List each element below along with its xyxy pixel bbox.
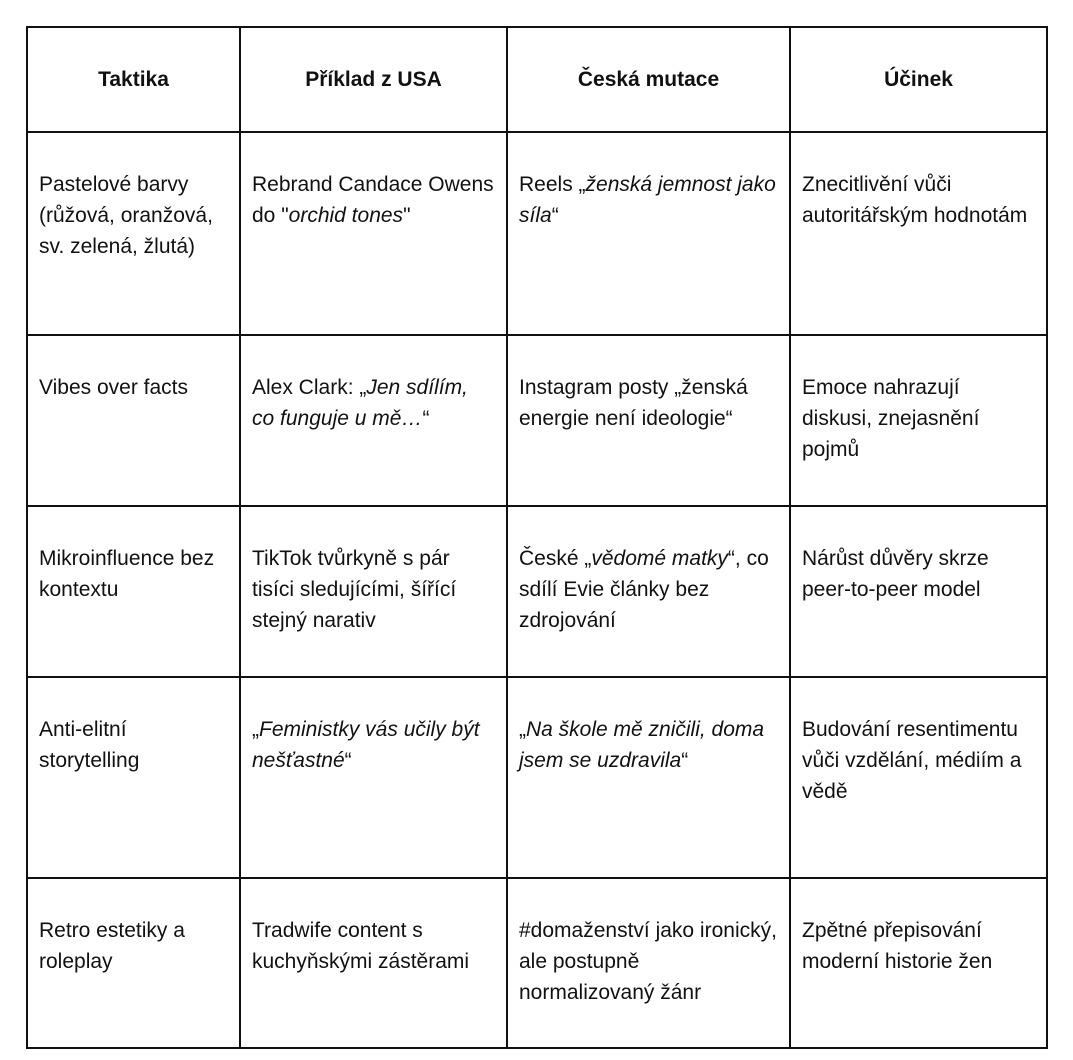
cell-usa-example bbox=[240, 506, 507, 677]
cell-usa-example bbox=[240, 878, 507, 1048]
tactics-table bbox=[26, 26, 1048, 1049]
text-segment: “ bbox=[422, 407, 430, 430]
italic-text: Feministky vás učily být nešťastné bbox=[252, 718, 480, 772]
text-segment: „ bbox=[519, 718, 526, 741]
cell-czech-mutation bbox=[507, 132, 790, 335]
cell-czech-mutation bbox=[507, 335, 790, 506]
header-tactic: Taktika bbox=[27, 27, 240, 132]
italic-text: Jen sdílím, co funguje u mě… bbox=[252, 376, 468, 430]
cell-effect: Budování resentimentu vůči vzdělání, médiím a vědě bbox=[790, 677, 1047, 878]
header-czech-mutation: Česká mutace bbox=[507, 27, 790, 132]
italic-text: vědomé matky bbox=[591, 547, 728, 570]
cell-usa-example bbox=[240, 132, 507, 335]
table-row bbox=[27, 335, 1047, 506]
text-segment: Rebrand Candace Owens do " bbox=[252, 173, 494, 227]
text-segment: “ bbox=[344, 749, 352, 772]
cell-tactic: Pastelové barvy (růžová, oranžová, sv. zelená, žlutá) bbox=[27, 132, 240, 335]
text-segment: Alex Clark: „ bbox=[252, 376, 367, 399]
cell-usa-example bbox=[240, 677, 507, 878]
header-row bbox=[27, 27, 1047, 132]
table-row bbox=[27, 677, 1047, 878]
cell-effect: Znecitlivění vůči autoritářským hodnotám bbox=[790, 132, 1047, 335]
cell-tactic: Retro estetiky a roleplay bbox=[27, 878, 240, 1048]
text-segment: #domaženství jako ironický, ale postupně normalizovaný žánr bbox=[519, 919, 777, 1004]
cell-czech-mutation bbox=[507, 878, 790, 1048]
italic-text: Na škole mě zničili, doma jsem se uzdravila bbox=[519, 718, 765, 772]
cell-tactic: Mikroinfluence bez kontextu bbox=[27, 506, 240, 677]
table-row bbox=[27, 506, 1047, 677]
cell-effect: Zpětné přepisování moderní historie žen bbox=[790, 878, 1047, 1048]
text-segment: “ bbox=[551, 204, 559, 227]
text-segment: “, co sdílí Evie články bez zdrojování bbox=[519, 547, 769, 632]
cell-effect: Emoce nahrazují diskusi, znejasnění pojmů bbox=[790, 335, 1047, 506]
text-segment: Instagram posty „ženská energie není ideologie“ bbox=[519, 376, 748, 430]
text-segment: „ bbox=[252, 718, 259, 741]
cell-czech-mutation bbox=[507, 677, 790, 878]
cell-usa-example bbox=[240, 335, 507, 506]
header-usa-example: Příklad z USA bbox=[240, 27, 507, 132]
cell-tactic: Anti-elitní storytelling bbox=[27, 677, 240, 878]
text-segment: České „ bbox=[519, 547, 592, 570]
table-row bbox=[27, 132, 1047, 335]
cell-effect: Nárůst důvěry skrze peer-to-peer model bbox=[790, 506, 1047, 677]
italic-text: orchid tones bbox=[288, 204, 404, 227]
text-segment: “ bbox=[681, 749, 689, 772]
header-effect: Účinek bbox=[790, 27, 1047, 132]
table-row bbox=[27, 878, 1047, 1048]
text-segment: " bbox=[403, 204, 411, 227]
text-segment: Reels „ bbox=[519, 173, 586, 196]
text-segment: TikTok tvůrkyně s pár tisíci sledujícími, šířící stejný narativ bbox=[252, 547, 457, 632]
cell-czech-mutation bbox=[507, 506, 790, 677]
italic-text: ženská jemnost jako síla bbox=[519, 173, 776, 227]
cell-tactic: Vibes over facts bbox=[27, 335, 240, 506]
text-segment: Tradwife content s kuchyňskými zástěrami bbox=[252, 919, 470, 973]
